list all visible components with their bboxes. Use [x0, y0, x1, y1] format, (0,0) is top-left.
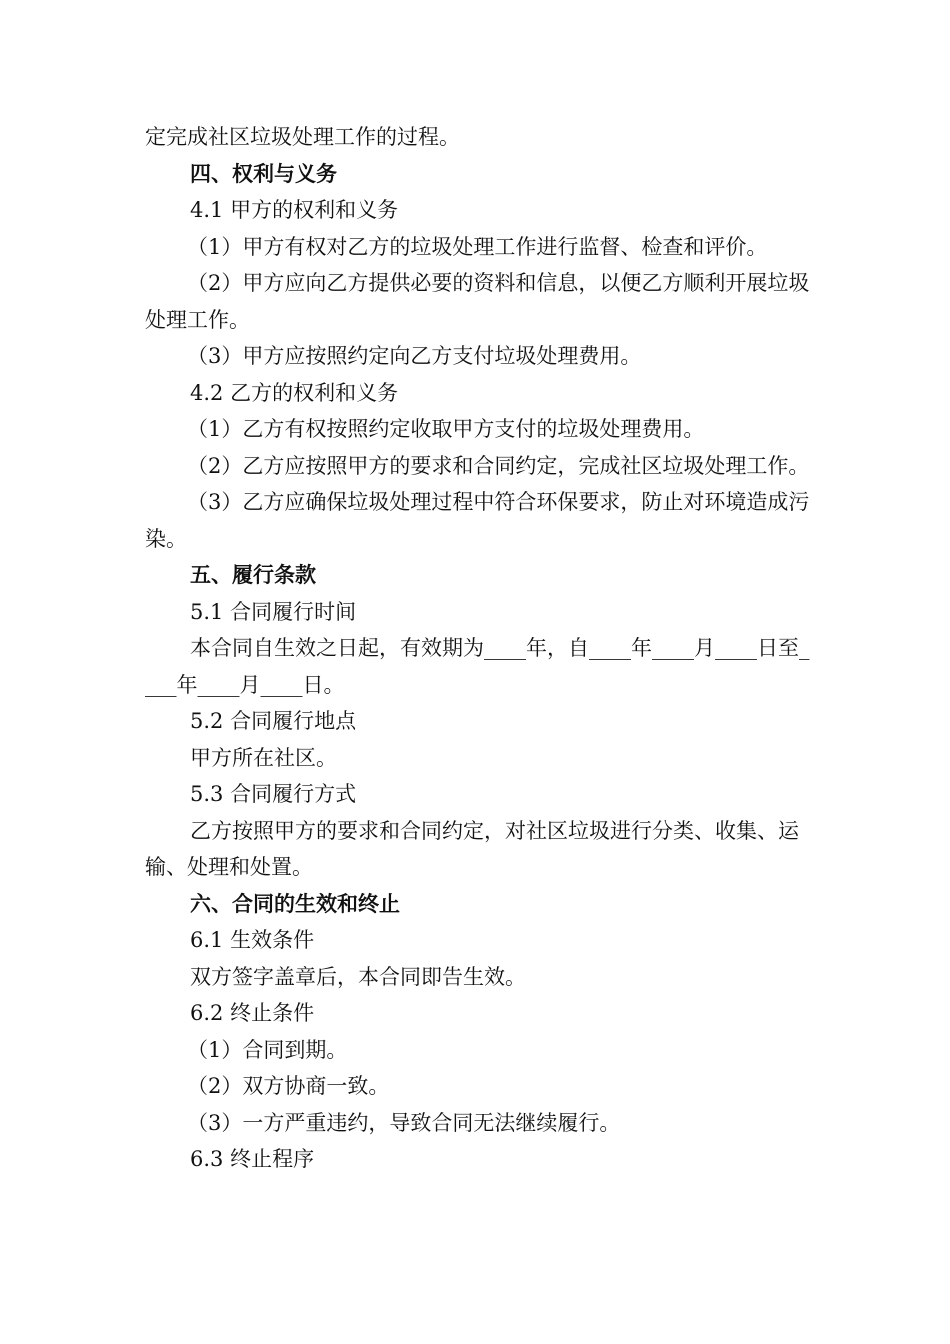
list-item: （2）甲方应向乙方提供必要的资料和信息，以便乙方顺利开展垃圾处理工作。	[145, 271, 810, 332]
list-item: （1）合同到期。	[187, 1037, 348, 1062]
subsection-4-2: 4.2 乙方的权利和义务	[190, 380, 399, 405]
list-item: （3）甲方应按照约定向乙方支付垃圾处理费用。	[187, 344, 642, 368]
section-heading-rights-obligations: 四、权利与义务	[190, 161, 337, 186]
section-heading-performance: 五、履行条款	[190, 563, 316, 587]
subsection-4-1: 4.1 甲方的权利和义务	[190, 198, 399, 222]
list-item: （1）甲方有权对乙方的垃圾处理工作进行监督、检查和评价。	[187, 234, 768, 259]
paragraph-effective: 双方签字盖章后，本合同即告生效。	[190, 964, 526, 989]
subsection-6-2: 6.2 终止条件	[190, 1001, 315, 1025]
paragraph-term: 本合同自生效之日起，有效期为____年，自____年____月____日至____年____月____日。	[145, 636, 810, 697]
document-body	[145, 119, 810, 1178]
subsection-5-2: 5.2 合同履行地点	[190, 709, 357, 733]
paragraph-location: 甲方所在社区。	[190, 745, 337, 770]
section-heading-effect-termination: 六、合同的生效和终止	[190, 891, 400, 916]
list-item: （1）乙方有权按照约定收取甲方支付的垃圾处理费用。	[187, 417, 705, 441]
subsection-5-3: 5.3 合同履行方式	[190, 782, 357, 806]
subsection-6-3: 6.3 终止程序	[190, 1147, 315, 1171]
list-item: （2）乙方应按照甲方的要求和合同约定，完成社区垃圾处理工作。	[187, 453, 810, 478]
list-item: （3）一方严重违约，导致合同无法继续履行。	[187, 1110, 621, 1135]
paragraph-continuation: 定完成社区垃圾处理工作的过程。	[145, 125, 460, 149]
paragraph-method: 乙方按照甲方的要求和合同约定，对社区垃圾进行分类、收集、运输、处理和处置。	[145, 818, 799, 879]
subsection-5-1: 5.1 合同履行时间	[190, 599, 357, 624]
list-item: （3）乙方应确保垃圾处理过程中符合环保要求，防止对环境造成污染。	[145, 490, 810, 551]
subsection-6-1: 6.1 生效条件	[190, 928, 315, 952]
list-item: （2）双方协商一致。	[187, 1074, 390, 1098]
